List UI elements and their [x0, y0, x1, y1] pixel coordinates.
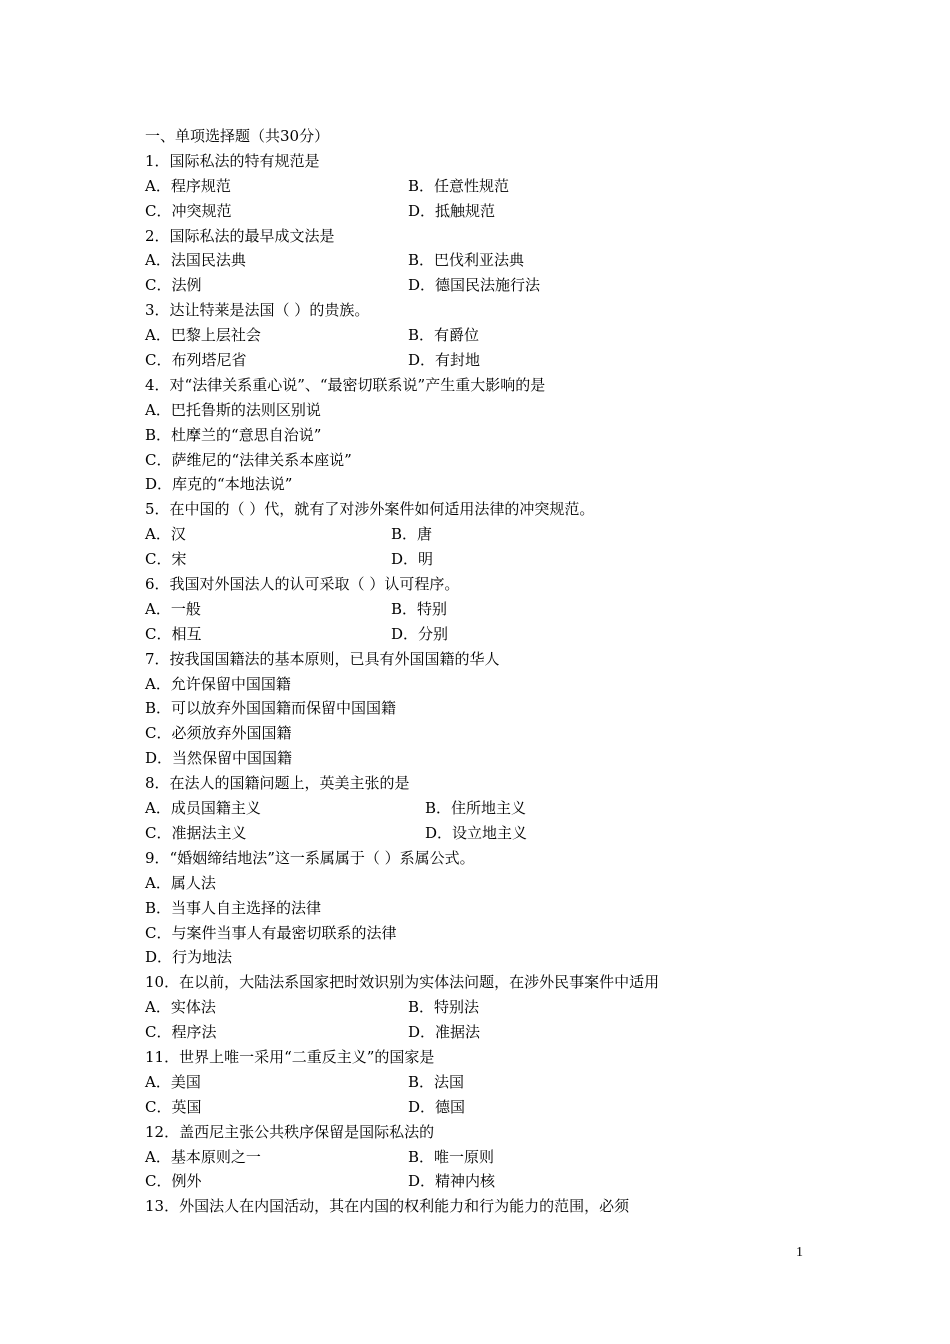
option-row	[145, 995, 845, 1020]
option: B．唐	[391, 525, 433, 544]
option: A．巴托鲁斯的法则区别说	[145, 400, 321, 419]
option: A．属人法	[145, 873, 216, 892]
option: A．基本原则之一	[145, 1147, 261, 1166]
question-stem: 13．外国法人在内国活动，其在内国的权利能力和行为能力的范围，必须	[145, 1197, 630, 1216]
question-stem: 5．在中国的（ ）代，就有了对涉外案件如何适用法律的冲突规范。	[145, 500, 595, 519]
option-row	[145, 199, 845, 224]
option: A．成员国籍主义	[145, 799, 261, 818]
option: B．特别	[391, 599, 448, 618]
option-row	[145, 248, 845, 273]
option: D．当然保留中国国籍	[145, 749, 293, 768]
document-body	[145, 124, 845, 1219]
question-stem: 7．按我国国籍法的基本原则，已具有外国国籍的华人	[145, 649, 500, 668]
option-row	[145, 348, 845, 373]
option: D．分别	[391, 624, 449, 643]
option: C．必须放弃外国国籍	[145, 724, 292, 743]
option-row	[145, 174, 845, 199]
option-row	[145, 1095, 845, 1120]
option: D．抵触规范	[408, 201, 496, 220]
question-stem: 4．对“法律关系重心说”、“最密切联系说”产生重大影响的是	[145, 375, 546, 394]
option-row	[145, 273, 845, 298]
option: C．例外	[145, 1172, 202, 1191]
option: B．可以放弃外国国籍而保留中国国籍	[145, 699, 397, 718]
option: C．布列塔尼省	[145, 351, 247, 370]
question-stem: 8．在法人的国籍问题上，英美主张的是	[145, 774, 410, 793]
question-stem: 2．国际私法的最早成文法是	[145, 226, 335, 245]
option: C．法例	[145, 276, 202, 295]
option: A．巴黎上层社会	[145, 326, 261, 345]
option-row	[145, 1020, 845, 1045]
option: B．特别法	[408, 998, 480, 1017]
option-row	[145, 622, 845, 647]
option: B．有爵位	[408, 326, 480, 345]
question-stem: 3．达让特莱是法国（ ）的贵族。	[145, 301, 370, 320]
question-stem: 1．国际私法的特有规范是	[145, 151, 320, 170]
option: D．明	[391, 550, 434, 569]
option: B．唯一原则	[408, 1147, 495, 1166]
option-row	[145, 547, 845, 572]
option: A．程序规范	[145, 176, 231, 195]
option: B．杜摩兰的“意思自治说”	[145, 425, 322, 444]
option: D．有封地	[408, 351, 481, 370]
option-row	[145, 821, 845, 846]
option: D．设立地主义	[425, 823, 528, 842]
question-stem: 6．我国对外国法人的认可采取（ ）认可程序。	[145, 575, 460, 594]
option: A．法国民法典	[145, 251, 246, 270]
option: C．萨维尼的“法律关系本座说”	[145, 450, 352, 469]
option: A．汉	[145, 525, 186, 544]
option: B．巴伐利亚法典	[408, 251, 525, 270]
option: B．住所地主义	[425, 799, 527, 818]
question-stem: 11．世界上唯一采用“二重反主义”的国家是	[145, 1047, 435, 1066]
option: C．程序法	[145, 1023, 217, 1042]
option: B．当事人自主选择的法律	[145, 898, 322, 917]
question-stem: 12．盖西尼主张公共秩序保留是国际私法的	[145, 1122, 435, 1141]
option: C．英国	[145, 1097, 202, 1116]
option: D．库克的“本地法说”	[145, 475, 293, 494]
option: C．准据法主义	[145, 823, 247, 842]
option: D．精神内核	[408, 1172, 496, 1191]
section-title: 一、单项选择题（共30分）	[145, 127, 330, 145]
option: D．德国民法施行法	[408, 276, 541, 295]
option-row	[145, 522, 845, 547]
question-stem: 10．在以前，大陆法系国家把时效识别为实体法问题，在涉外民事案件中适用	[145, 973, 660, 992]
option: C．宋	[145, 550, 187, 569]
option-row	[145, 1145, 845, 1170]
option-row	[145, 597, 845, 622]
option: D．德国	[408, 1097, 466, 1116]
option: D．准据法	[408, 1023, 481, 1042]
page-number: 1	[796, 1245, 803, 1260]
option-row	[145, 1169, 845, 1194]
option: B．任意性规范	[408, 176, 510, 195]
option: C．与案件当事人有最密切联系的法律	[145, 923, 397, 942]
option: A．实体法	[145, 998, 216, 1017]
question-stem: 9．“婚姻缔结地法”这一系属属于（ ）系属公式。	[145, 848, 475, 867]
option: B．法国	[408, 1072, 465, 1091]
option: A．允许保留中国国籍	[145, 674, 291, 693]
option: A．一般	[145, 599, 201, 618]
option: C．相互	[145, 624, 202, 643]
option-row	[145, 796, 845, 821]
option-row	[145, 323, 845, 348]
option: A．美国	[145, 1072, 201, 1091]
option: D．行为地法	[145, 948, 233, 967]
option-row	[145, 1070, 845, 1095]
option: C．冲突规范	[145, 201, 232, 220]
